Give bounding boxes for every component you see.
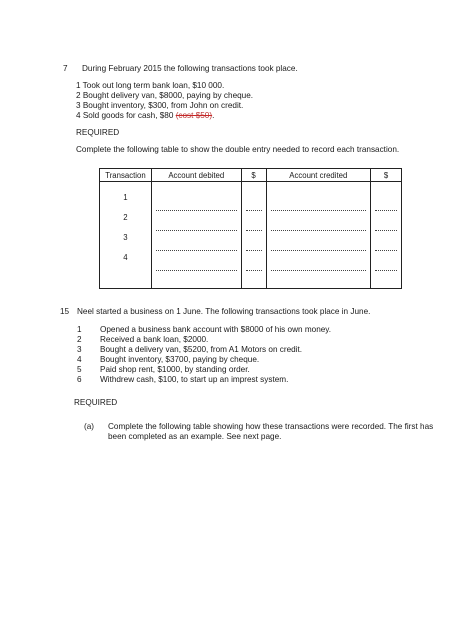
list-item: 2 Bought delivery van, $8000, paying by cheque.	[76, 91, 254, 100]
required-heading: REQUIRED	[76, 128, 120, 137]
answer-line	[246, 270, 262, 271]
row-number: 3	[123, 233, 128, 242]
question-number: 15	[60, 307, 70, 316]
part-a-text: Complete the following table showing how these transactions were recorded. The first has	[108, 422, 434, 431]
answer-line	[156, 210, 237, 211]
question-intro: During February 2015 the following transactions took place.	[82, 64, 298, 73]
question-intro: Neel started a business on 1 June. The following transactions took place in June.	[77, 307, 371, 316]
col-header: $	[371, 169, 402, 182]
answer-line	[246, 230, 262, 231]
answer-line	[271, 210, 367, 211]
list-item: 3 Bought inventory, $300, from John on credit.	[76, 101, 244, 110]
row-number: 1	[123, 193, 128, 202]
part-label: (a)	[84, 422, 95, 431]
answer-line	[156, 250, 237, 251]
answer-line	[156, 270, 237, 271]
row-number: 4	[123, 253, 128, 262]
instruction: Complete the following table to show the double entry needed to record each transaction.	[76, 145, 400, 154]
answer-line	[156, 230, 237, 231]
double-entry-table	[99, 168, 402, 289]
struck-text: (cost $50)	[175, 111, 213, 120]
answer-line	[375, 270, 397, 271]
list-item: 1 Took out long term bank loan, $10 000.	[76, 81, 225, 90]
question-number: 7	[63, 64, 68, 73]
part-a-text: been completed as an example. See next page.	[108, 432, 282, 441]
answer-line	[246, 250, 262, 251]
answer-line	[271, 230, 367, 231]
col-header: Account debited	[151, 169, 241, 182]
credit-amount-column	[371, 182, 402, 289]
account-debited-column	[151, 182, 241, 289]
transaction-column	[100, 182, 152, 289]
col-header: Transaction	[100, 169, 152, 182]
list-item: 4 Sold goods for cash, $80 (cost $50).	[76, 111, 215, 120]
answer-line	[375, 210, 397, 211]
transaction-list: 1 Opened a business bank account with $8000 of his own money. 2 Received a bank loan, $2000. 3 Bought a delivery van, $5200, from A1 Motors on credit. 4 Bought inventory, $3700, paying by cheque. 5 Paid shop rent, $1000, by standing order. 6 Withdrew cash, $100, to start up an imprest system.	[77, 325, 332, 384]
answer-line	[271, 250, 367, 251]
answer-line	[246, 210, 262, 211]
debit-amount-column	[241, 182, 266, 289]
required-heading: REQUIRED	[74, 398, 118, 407]
answer-line	[271, 270, 367, 271]
row-number: 2	[123, 213, 128, 222]
col-header: $	[241, 169, 266, 182]
answer-line	[375, 230, 397, 231]
answer-line	[375, 250, 397, 251]
col-header: Account credited	[266, 169, 371, 182]
account-credited-column	[266, 182, 371, 289]
